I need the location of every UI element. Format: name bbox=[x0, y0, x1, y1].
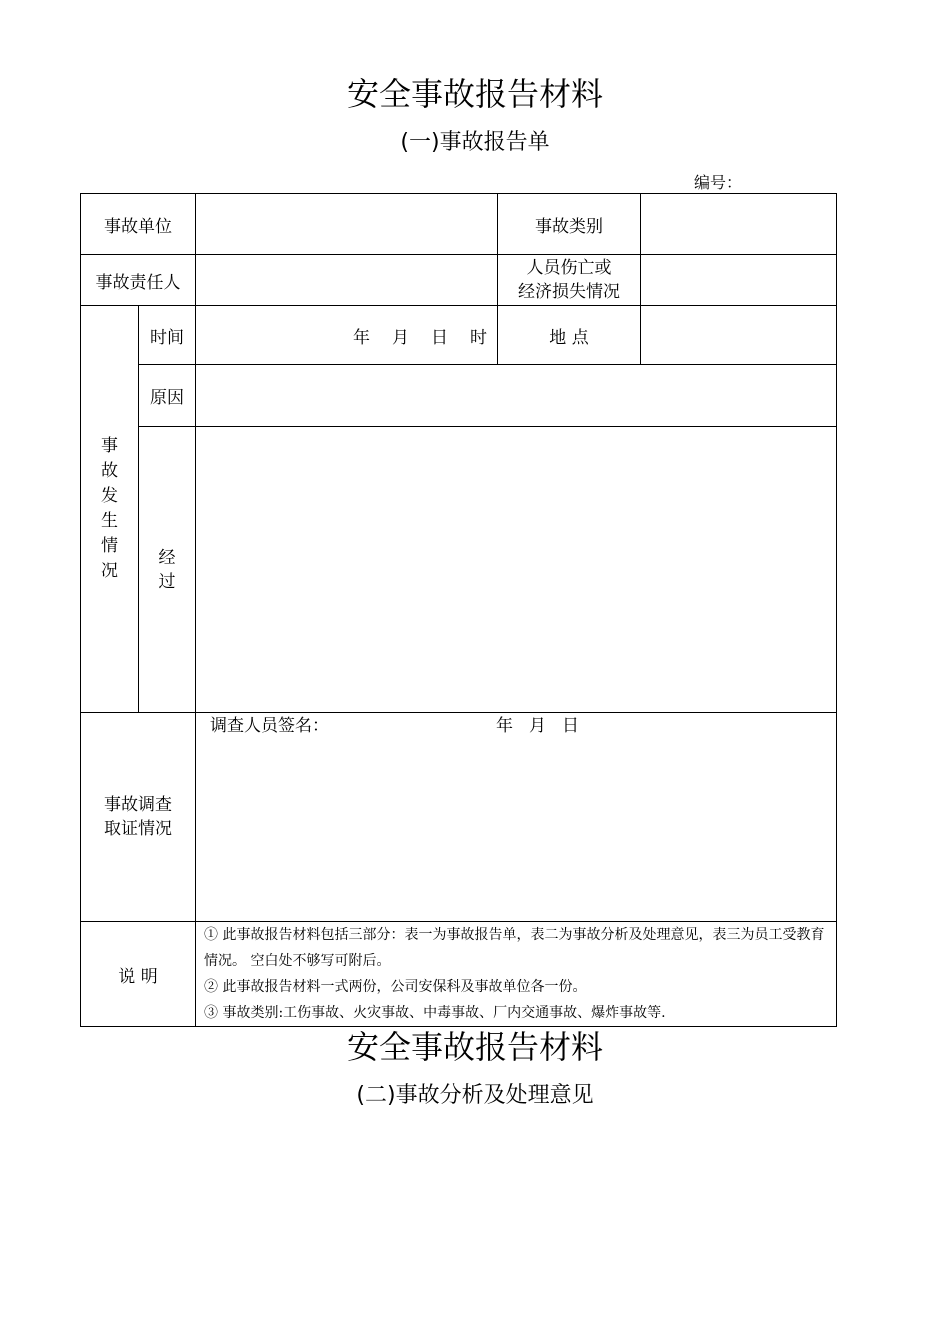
category-label: 事故类别 bbox=[498, 194, 641, 255]
place-field[interactable] bbox=[641, 306, 837, 365]
cause-label: 原因 bbox=[139, 365, 196, 427]
second-page-subtitle: (二)事故分析及处理意见 bbox=[356, 1083, 594, 1108]
responsible-label: 事故责任人 bbox=[81, 255, 196, 306]
notes-label: 说 明 bbox=[81, 922, 196, 1027]
casualty-label-line-2: 经济损失情况 bbox=[518, 282, 620, 302]
investigation-label bbox=[81, 713, 196, 922]
investigator-signature-label: 调查人员签名： bbox=[210, 716, 329, 736]
time-unit-month: 月 bbox=[392, 327, 409, 348]
process-field[interactable] bbox=[196, 427, 837, 713]
date-unit-day: 日 bbox=[562, 716, 579, 736]
page-subtitle: (一)事故报告单 bbox=[400, 130, 550, 155]
casualty-label-line-1: 人员伤亡或 bbox=[526, 258, 612, 278]
signature-line bbox=[196, 713, 836, 737]
second-page-title: 安全事故报告材料 bbox=[346, 1028, 603, 1066]
date-unit-month: 月 bbox=[529, 716, 546, 736]
category-field[interactable] bbox=[641, 194, 837, 255]
accident-report-table bbox=[80, 193, 837, 1027]
investigation-label-line-1: 事故调查 bbox=[104, 795, 172, 815]
time-unit-year: 年 bbox=[353, 327, 370, 348]
note-item: ③ 事故类别:工伤事故、火灾事故、中毒事故、厂内交通事故、爆炸事故等. bbox=[204, 1005, 666, 1021]
investigation-label-line-2: 取证情况 bbox=[104, 819, 172, 839]
unit-field[interactable] bbox=[196, 194, 498, 255]
note-item: ① 此事故报告材料包括三部分：表一为事故报告单，表二为事故分析及处理意见，表三为员工受教育情况。 空白处不够写可附后。 bbox=[204, 927, 825, 969]
note-item: ② 此事故报告材料一式两份，公司安保科及事故单位各一份。 bbox=[204, 979, 587, 995]
casualty-field[interactable] bbox=[641, 255, 837, 306]
occurrence-label-text: 事故发生情况 bbox=[101, 436, 118, 581]
date-unit-year: 年 bbox=[496, 716, 513, 736]
casualty-label bbox=[498, 255, 641, 306]
notes-content bbox=[196, 922, 837, 1027]
cause-field[interactable] bbox=[196, 365, 837, 427]
process-label-text: 经过 bbox=[158, 547, 176, 592]
process-label bbox=[139, 427, 196, 713]
place-label: 地 点 bbox=[498, 306, 641, 365]
time-label: 时间 bbox=[139, 306, 196, 365]
responsible-field[interactable] bbox=[196, 255, 498, 306]
unit-label: 事故单位 bbox=[81, 194, 196, 255]
occurrence-label bbox=[81, 306, 139, 713]
page-title: 安全事故报告材料 bbox=[346, 75, 603, 113]
time-unit-day: 日 bbox=[431, 327, 448, 348]
time-field[interactable] bbox=[196, 306, 498, 365]
time-unit-hour: 时 bbox=[470, 327, 487, 348]
serial-number-label: 编号： bbox=[694, 173, 743, 192]
investigation-field[interactable] bbox=[196, 713, 837, 922]
